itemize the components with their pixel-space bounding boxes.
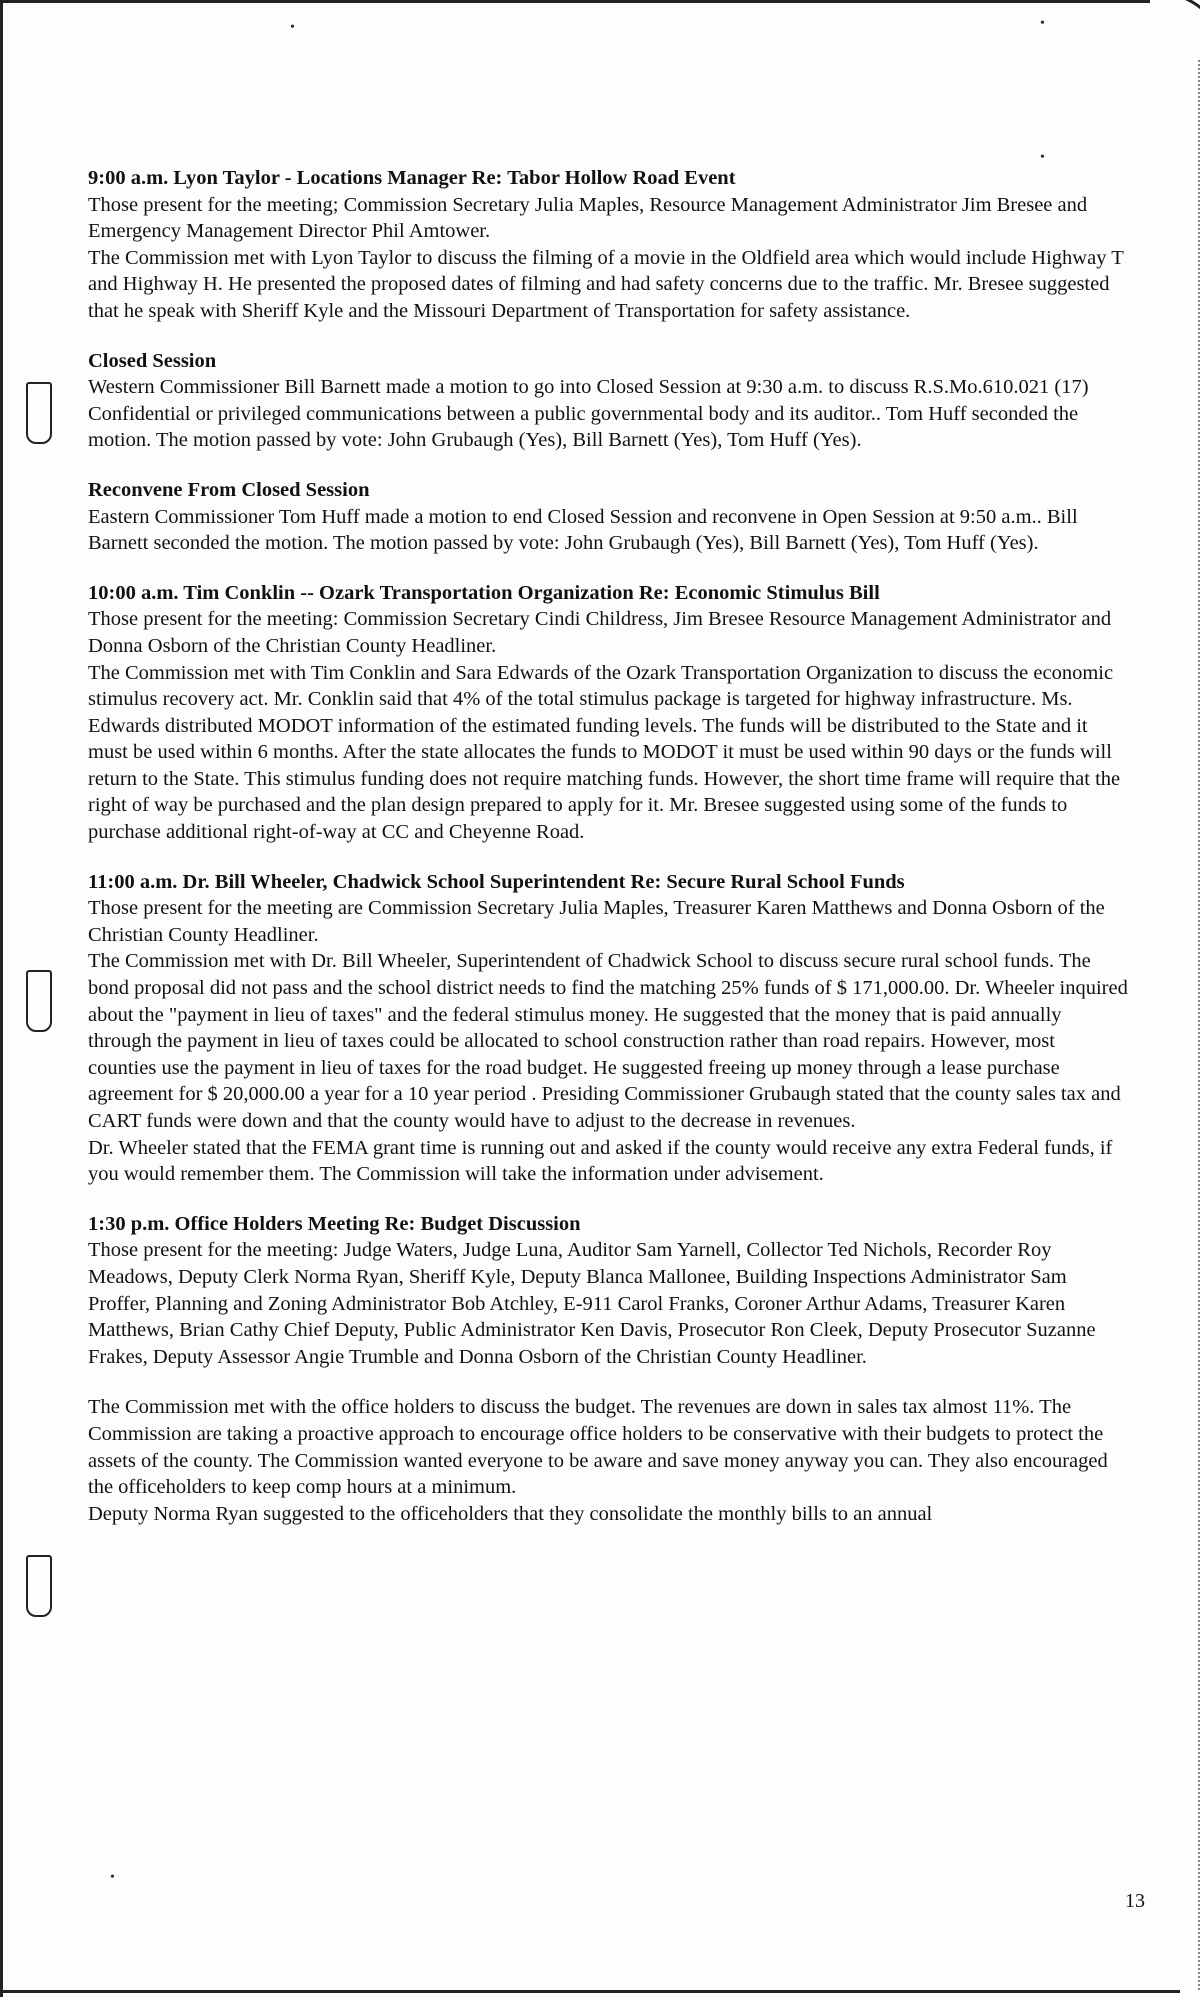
section-heading: 1:30 p.m. Office Holders Meeting Re: Budget Discussion <box>88 1212 581 1235</box>
section-heading: 10:00 a.m. Tim Conklin -- Ozark Transportation Organization Re: Economic Stimulus Bill <box>88 581 880 604</box>
binder-hole-mark <box>26 970 52 1032</box>
page-corner-curl <box>1110 0 1200 83</box>
section-heading: Reconvene From Closed Session <box>88 478 370 501</box>
scan-speck: • <box>1040 150 1045 165</box>
attendees-paragraph: Those present for the meeting are Commission Secretary Julia Maples, Treasurer Karen Matthews and Donna Osborn of the Christian County Headliner. <box>88 897 1105 946</box>
body-paragraph: Deputy Norma Ryan suggested to the officeholders that they consolidate the monthly bills to an annual <box>88 1502 933 1525</box>
section-tim-conklin <box>88 580 1128 846</box>
attendees-paragraph: Those present for the meeting: Commission Secretary Cindi Childress, Jim Bresee Resource Management Administrator and Donna Osborn of the Christian County Headliner. <box>88 608 1112 657</box>
binder-hole-mark <box>26 1555 52 1617</box>
attendees-paragraph: Those present for the meeting: Judge Waters, Judge Luna, Auditor Sam Yarnell, Collector Ted Nichols, Recorder Roy Meadows, Deputy Clerk Norma Ryan, Sheriff Kyle, Deputy Blanca Mallonee, Building Inspections Administrator Sam Proffer, Planning and Zoning Administrator Bob Atchley, E-911 Carol Franks, Coroner Arthur Adams, Treasurer Karen Matthews, Brian Cathy Chief Deputy, Public Administrator Ken Davis, Prosecutor Ron Cleek, Deputy Prosecutor Suzanne Frakes, Deputy Assessor Angie Trumble and Donna Osborn of the Christian County Headliner. <box>88 1239 1096 1368</box>
scan-speck: • <box>290 20 295 35</box>
page-number: 13 <box>1125 1890 1145 1912</box>
body-paragraph: Western Commissioner Bill Barnett made a motion to go into Closed Session at 9:30 a.m. to discuss R.S.Mo.610.021 (17) Confidential or privileged communications between a public governmental body and its auditor.. Tom Huff seconded the motion. The motion passed by vote: John Grubaugh (Yes), Bill Barnett (Yes), Tom Huff (Yes). <box>88 376 1089 452</box>
document-body <box>88 165 1128 1550</box>
section-closed-session <box>88 348 1128 454</box>
attendees-paragraph: Those present for the meeting; Commission Secretary Julia Maples, Resource Management Administrator Jim Bresee and Emergency Management Director Phil Amtower. <box>88 193 1088 243</box>
scan-speck: • <box>110 1870 115 1885</box>
section-heading: 11:00 a.m. Dr. Bill Wheeler, Chadwick School Superintendent Re: Secure Rural School Funds <box>88 870 905 893</box>
section-reconvene <box>88 477 1128 557</box>
section-heading: 9:00 a.m. Lyon Taylor - Locations Manager Re: Tabor Hollow Road Event <box>88 167 736 189</box>
section-office-holders <box>88 1211 1128 1528</box>
page-edge-bottom <box>0 1990 1180 1993</box>
section-bill-wheeler <box>88 869 1128 1188</box>
body-paragraph: Eastern Commissioner Tom Huff made a motion to end Closed Session and reconvene in Open Session at 9:50 a.m.. Bill Barnett seconded the motion. The motion passed by vote: John Grubaugh (Yes), Bill Barnett (Yes), Tom Huff (Yes). <box>88 505 1078 555</box>
scan-speck: • <box>1040 16 1045 31</box>
body-paragraph: The Commission met with the office holders to discuss the budget. The revenues are down in sales tax almost 11%. The Commission are taking a proactive approach to encourage office holders to be conservative with their budgets to protect the assets of the county. The Commission wanted everyone to be aware and save money anyway you can. They also encouraged the officeholders to keep comp hours at a minimum. <box>88 1396 1108 1499</box>
body-paragraph: The Commission met with Tim Conklin and Sara Edwards of the Ozark Transportation Organization to discuss the economic stimulus recovery act. Mr. Conklin said that 4% of the total stimulus package is targeted for highway infrastructure. Ms. Edwards distributed MODOT information of the estimated funding levels. The funds will be distributed to the State and it must be used within 6 months. After the state allocates the funds to MODOT it must be used within 90 days or the funds will return to the State. This stimulus funding does not require matching funds. However, the short time frame will require that the right of way be purchased and the plan design prepared to apply for it. Mr. Bresee suggested using some of the funds to purchase additional right-of-way at CC and Cheyenne Road. <box>88 661 1121 844</box>
body-paragraph: The Commission met with Dr. Bill Wheeler, Superintendent of Chadwick School to discuss secure rural school funds. The bond proposal did not pass and the school district needs to find the matching 25% funds of $ 171,000.00. Dr. Wheeler inquired about the "payment in lieu of taxes" and the federal stimulus money. He suggested that the money that is paid annually through the payment in lieu of taxes could be allocated to school construction rather than road repairs. However, most counties use the payment in lieu of taxes for the road budget. He suggested freeing up money through a lease purchase agreement for $ 20,000.00 a year for a 10 year period . Presiding Commissioner Grubaugh stated that the county sales tax and CART funds were down and that the county would have to adjust to the decrease in revenues. <box>88 950 1128 1132</box>
body-paragraph: Dr. Wheeler stated that the FEMA grant time is running out and asked if the county would receive any extra Federal funds, if you would remember them. The Commission will take the information under advisement. <box>88 1136 1113 1186</box>
body-paragraph: The Commission met with Lyon Taylor to discuss the filming of a movie in the Oldfield area which would include Highway T and Highway H. He presented the proposed dates of filming and had safety concerns due to the traffic. Mr. Bresee suggested that he speak with Sheriff Kyle and the Missouri Department of Transportation for safety assistance. <box>88 246 1124 322</box>
page-edge-left <box>0 0 3 1997</box>
section-lyon-taylor <box>88 165 1128 325</box>
page-edge-top <box>0 0 1150 3</box>
section-heading: Closed Session <box>88 349 217 372</box>
paragraph-gap <box>88 1370 1128 1394</box>
binder-hole-mark <box>26 382 52 444</box>
